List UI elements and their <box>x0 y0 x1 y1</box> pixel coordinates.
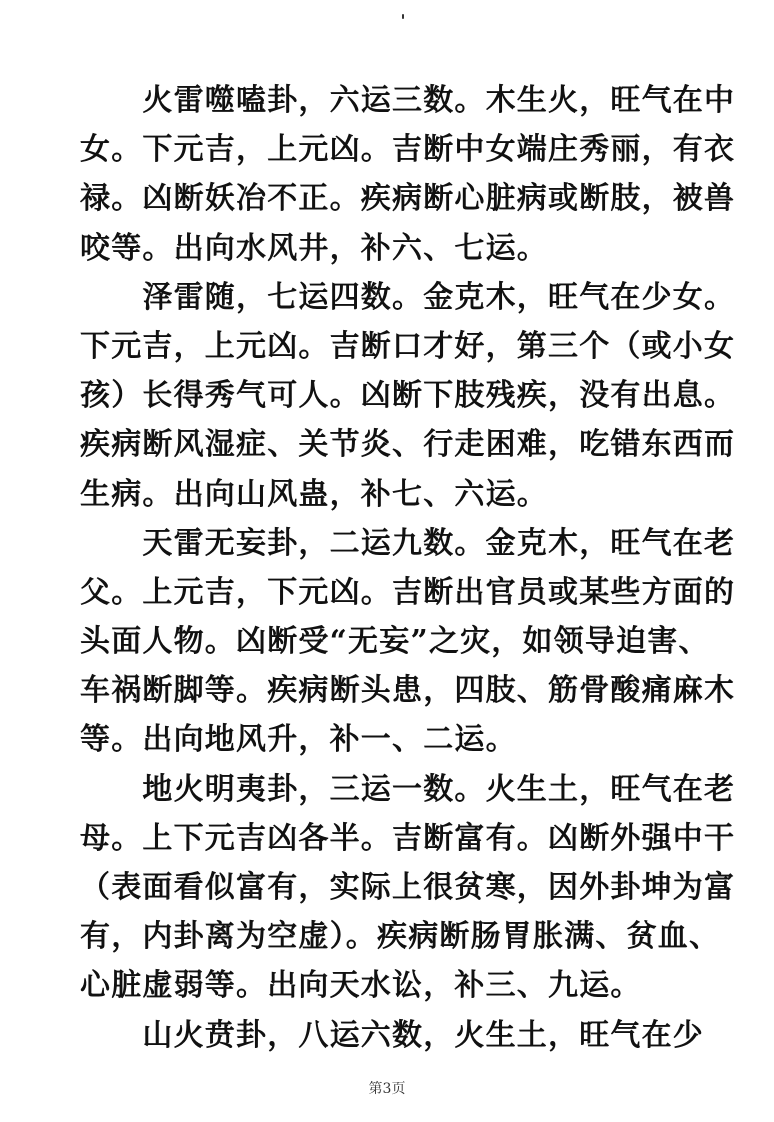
text-line: 有，内卦离为空虚）。疾病断肠胃胀满、贫血、 <box>80 919 721 955</box>
text-line: 火雷噬嗑卦，六运三数。木生火，旺气在中 <box>80 83 736 118</box>
text-line: 山火贲卦，八运六数，火生土，旺气在少 <box>80 1017 704 1053</box>
body-text <box>80 76 736 1060</box>
text-line: 车祸断脚等。疾病断头患，四肢、筋骨酸痛麻木 <box>80 673 736 709</box>
text-line: 地火明夷卦，三运一数。火生土，旺气在老 <box>80 771 736 807</box>
text-line: 母。上下元吉凶各半。吉断富有。凶断外强中干 <box>80 820 736 856</box>
text-line: 头面人物。凶断受“无妄”之灾，如领导迫害、 <box>80 624 710 660</box>
text-line: 咬等。出向水风井，补六、七运。 <box>80 230 548 266</box>
text-line: 疾病断风湿症、关节炎、行走困难，吃错东西而 <box>80 427 736 463</box>
text-line: 心脏虚弱等。出向天水讼，补三、九运。 <box>80 968 642 1004</box>
text-line: 孩）长得秀气可人。凶断下肢残疾，没有出息。 <box>80 378 736 414</box>
text-line: 泽雷随，七运四数。金克木，旺气在少女。 <box>80 279 736 315</box>
text-line: 生病。出向山风蛊，补七、六运。 <box>80 476 548 512</box>
text-line: 等。出向地风升，补一、二运。 <box>80 722 517 758</box>
page-number: 第3页 <box>368 1081 406 1097</box>
text-line: 父。上元吉，下元凶。吉断出官员或某些方面的 <box>80 574 736 610</box>
scan-speck <box>402 14 404 19</box>
text-line: 禄。凶断妖冶不正。疾病断心脏病或断肢，被兽 <box>80 181 736 217</box>
text-line: （表面看似富有，实际上很贫寒，因外卦坤为富 <box>80 870 736 905</box>
text-line: 女。下元吉，上元凶。吉断中女端庄秀丽，有衣 <box>80 132 736 168</box>
text-line: 下元吉，上元凶。吉断口才好，第三个（或小女 <box>80 328 736 364</box>
text-line: 天雷无妄卦，二运九数。金克木，旺气在老 <box>80 525 736 561</box>
